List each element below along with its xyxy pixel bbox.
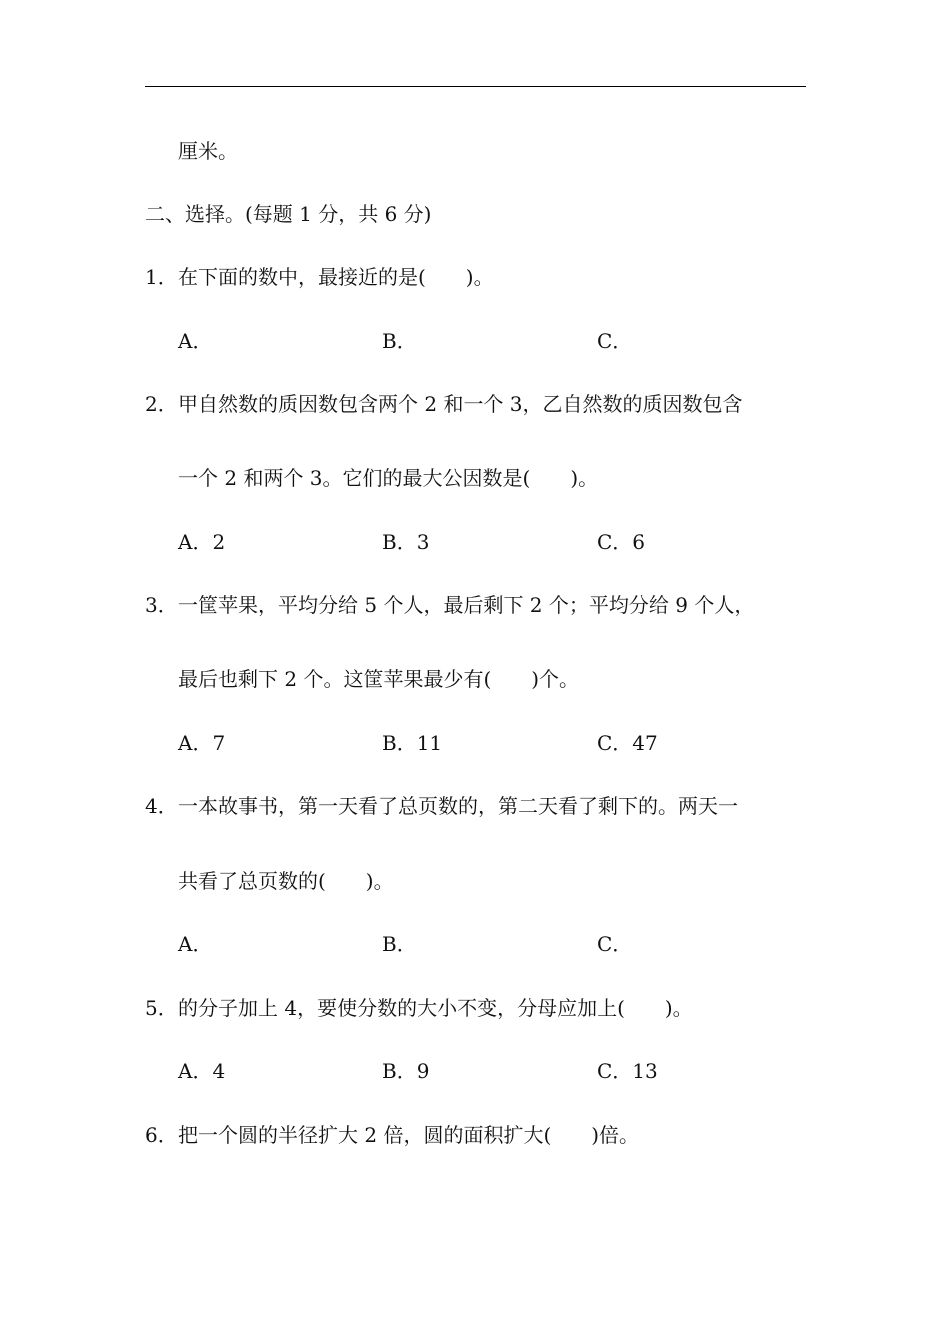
option-b[interactable]: B．: [382, 329, 417, 353]
question-text: 在下面的数中，最接近的是( )。: [178, 265, 494, 289]
option-b[interactable]: B．9: [382, 1059, 430, 1083]
question-text: 把一个圆的半径扩大 2 倍，圆的面积扩大( )倍。: [178, 1123, 640, 1147]
question-text-continued: 一个 2 和两个 3。它们的最大公因数是( )。: [178, 466, 599, 490]
question-text: 一本故事书，第一天看了总页数的，第二天看了剩下的。两天一: [178, 794, 738, 818]
question-number: 3．: [145, 593, 178, 617]
question-number: 4．: [145, 794, 178, 818]
question-text: 甲自然数的质因数包含两个 2 和一个 3，乙自然数的质因数包含: [178, 392, 743, 416]
question-number: 6．: [145, 1123, 178, 1147]
option-a[interactable]: A．: [178, 329, 213, 353]
question-text: 一筐苹果，平均分给 5 个人，最后剩下 2 个；平均分给 9 个人，: [178, 593, 755, 617]
question-text-continued: 共看了总页数的( )。: [178, 869, 394, 893]
option-c[interactable]: C．: [597, 932, 633, 956]
question-text: 的分子加上 4，要使分数的大小不变，分母应加上( )。: [178, 996, 693, 1020]
option-c[interactable]: C．47: [597, 731, 658, 755]
option-c[interactable]: C．: [597, 329, 633, 353]
option-a[interactable]: A．4: [178, 1059, 226, 1083]
option-a[interactable]: A．7: [178, 731, 226, 755]
option-c[interactable]: C．6: [597, 530, 646, 554]
question-number: 1．: [145, 265, 178, 289]
option-a[interactable]: A．: [178, 932, 213, 956]
question-number: 2．: [145, 392, 178, 416]
section-heading: 二、选择。(每题 1 分，共 6 分): [145, 202, 432, 226]
option-b[interactable]: B．: [382, 932, 417, 956]
previous-question-tail: 厘米。: [178, 139, 238, 163]
header-rule: [145, 86, 806, 87]
question-number: 5．: [145, 996, 178, 1020]
option-c[interactable]: C．13: [597, 1059, 658, 1083]
option-b[interactable]: B．3: [382, 530, 430, 554]
option-a[interactable]: A．2: [178, 530, 226, 554]
question-text-continued: 最后也剩下 2 个。这筐苹果最少有( )个。: [178, 667, 580, 691]
option-b[interactable]: B．11: [382, 731, 443, 755]
